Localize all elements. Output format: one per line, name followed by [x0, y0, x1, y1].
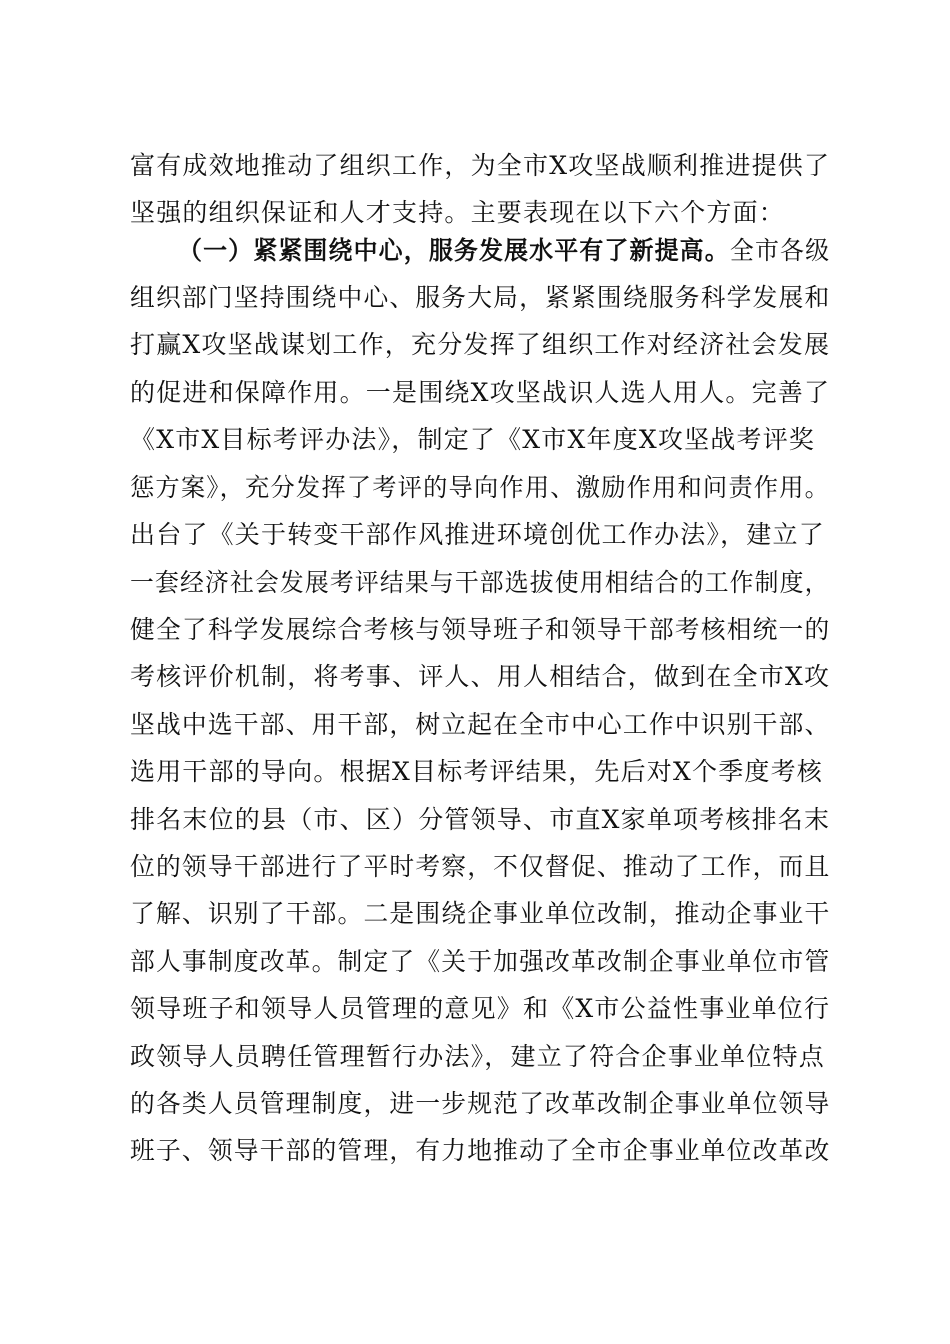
- text-line-14: 选用干部的导向。根据X目标考评结果，先后对X个季度考核: [130, 757, 823, 786]
- text-line-18: 部人事制度改革。制定了《关于加强改革改制企事业单位市管: [130, 947, 831, 976]
- text-line-2: 坚强的组织保证和人才支持。主要表现在以下六个方面：: [130, 198, 786, 227]
- text-line-9: 出台了《关于转变干部作风推进环境创优工作办法》，建立了: [130, 520, 825, 549]
- text-line-19: 领导班子和领导人员管理的意见》和《X市公益性事业单位行: [130, 994, 831, 1023]
- text-line-7: 《X市X目标考评办法》，制定了《X市X年度X攻坚战考评奖: [130, 425, 816, 454]
- text-line-5: 打赢X攻坚战谋划工作，充分发挥了组织工作对经济社会发展: [130, 330, 831, 359]
- text-line-1: 富有成效地推动了组织工作，为全市X攻坚战顺利推进提供了: [130, 151, 831, 180]
- text-line-15: 排名末位的县（市、区）分管领导、市直X家单项考核排名末: [130, 805, 831, 834]
- text-line-11: 健全了科学发展综合考核与领导班子和领导干部考核相统一的: [130, 615, 831, 644]
- text-line-12: 考核评价机制，将考事、评人、用人相结合，做到在全市X攻: [130, 662, 831, 691]
- text-line-10: 一套经济社会发展考评结果与干部选拔使用相结合的工作制度，: [130, 568, 830, 597]
- text-line-22: 班子、领导干部的管理，有力地推动了全市企事业单位改革改: [130, 1136, 831, 1165]
- section-heading: （一）紧紧围绕中心，服务发展水平有了新提高。: [178, 236, 730, 265]
- text-line-17: 了解、识别了干部。二是围绕企事业单位改制，推动企事业干: [130, 899, 831, 928]
- text-line-13: 坚战中选干部、用干部，树立起在全市中心工作中识别干部、: [130, 710, 831, 739]
- text-line-16: 位的领导干部进行了平时考察，不仅督促、推动了工作，而且: [130, 852, 831, 881]
- text-line-8: 惩方案》，充分发挥了考评的导向作用、激励作用和问责作用。: [130, 473, 831, 502]
- text-line-6: 的促进和保障作用。一是围绕X攻坚战识人选人用人。完善了: [130, 378, 831, 407]
- text-line-3: [178, 228, 831, 274]
- text-line-21: 的各类人员管理制度，进一步规范了改革改制企事业单位领导: [130, 1089, 831, 1118]
- text-line-4: 组织部门坚持围绕中心、服务大局，紧紧围绕服务科学发展和: [130, 283, 831, 312]
- heading-continuation: 全市各级: [729, 236, 831, 265]
- text-line-20: 政领导人员聘任管理暂行办法》，建立了符合企事业单位特点: [130, 1042, 825, 1071]
